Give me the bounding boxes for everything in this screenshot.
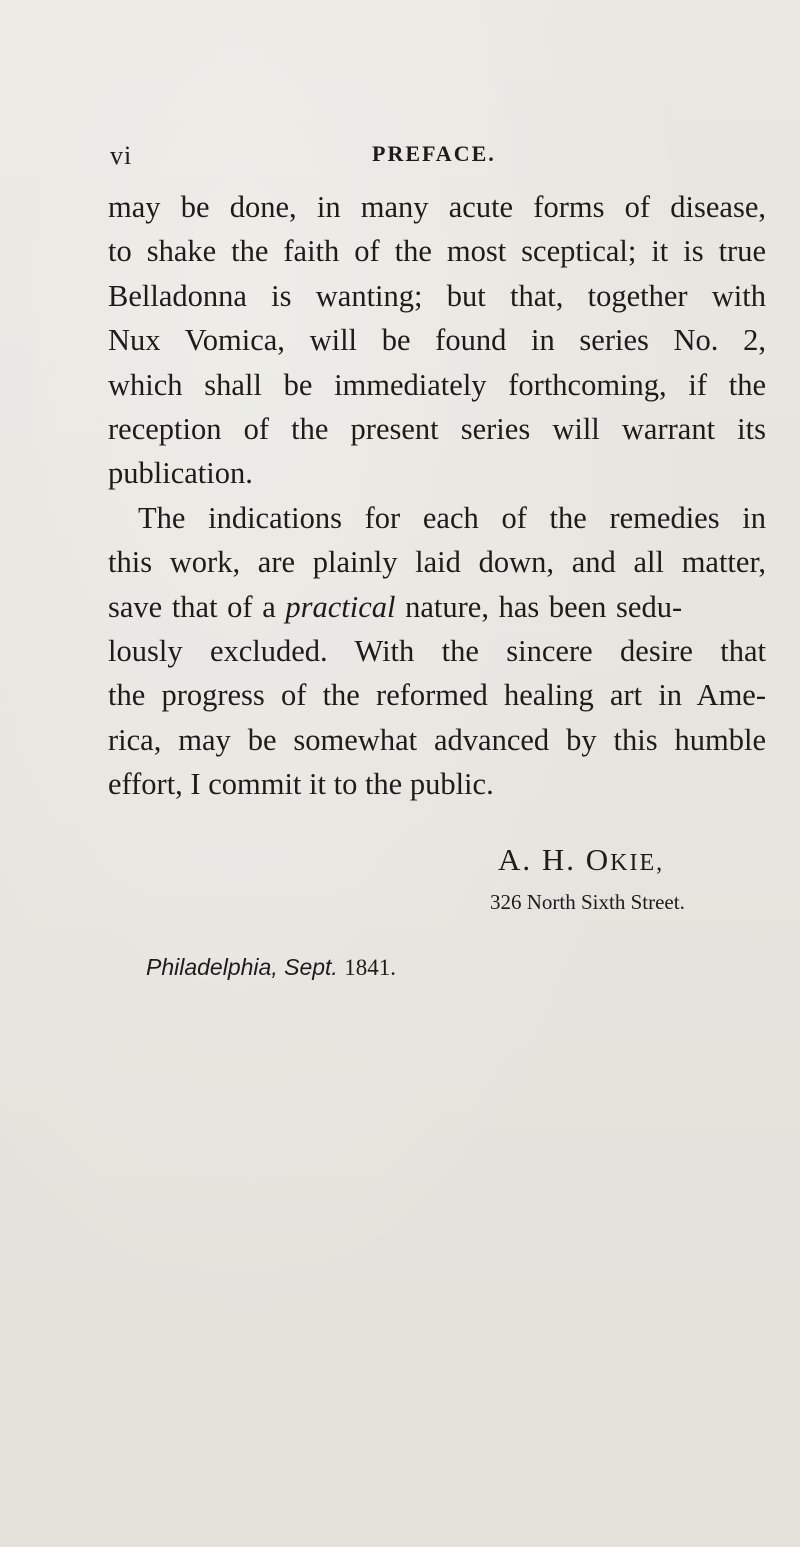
italic-emphasis: practical [285,589,396,624]
text-line: which shall be immediately forthcoming, if the [108,367,766,402]
author-address: 326 North Sixth Street. [490,890,685,914]
year: 1841. [344,955,396,980]
text-segment: nature, has been sedu- [405,589,683,624]
place: Philadelphia, Sept. [146,954,338,980]
text-line: Belladonna is wanting; but that, together with [108,278,766,313]
page-number: vi [110,141,133,170]
text-line-paragraph-start: The indications for each of the remedies in [138,500,766,535]
text-line: reception of the present series will warrant its [108,411,766,446]
place-date [146,954,396,981]
running-head [110,141,760,175]
text-line: to shake the faith of the most sceptical; it is true [108,234,766,269]
text-line: rica, may be somewhat advanced by this humble [108,722,766,757]
author-surname-smallcaps: KIE, [610,850,665,876]
text-line: may be done, in many acute forms of disease, [108,190,766,224]
running-head-title: PREFACE. [372,141,496,166]
text-line: this work, are plainly laid down, and all matter, [108,545,766,580]
author-initials: A. H. O [498,842,611,877]
text-segment: save that of a [108,589,276,624]
preface-text [108,185,766,806]
text-line: effort, I commit it to the public. [108,767,494,802]
text-line [108,585,766,629]
text-line: publication. [108,456,253,491]
signature-block [490,840,770,917]
text-line: lously excluded. With the sincere desire that [108,633,766,668]
author-name [498,840,770,883]
text-line: the progress of the reformed healing art in Ame- [108,678,766,713]
text-line: Nux Vomica, will be found in series No. 2, [108,323,766,358]
